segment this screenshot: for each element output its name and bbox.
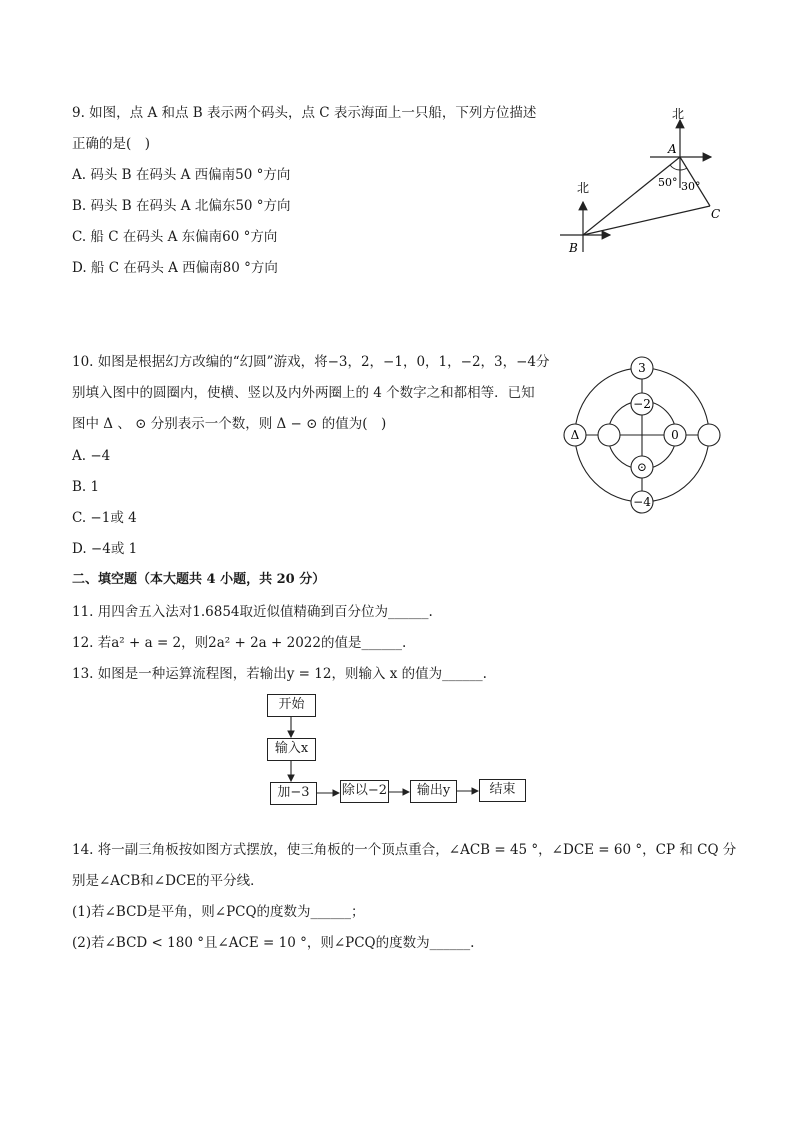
- angle-arc-50: [670, 165, 680, 170]
- angle-label-30: 30°: [681, 180, 701, 193]
- segment-ab: [583, 157, 680, 235]
- q9-option-d: D. 船 C 在码头 A 西偏南80 °方向: [72, 260, 278, 276]
- q10-stem-line1: 10. 如图是根据幻方改编的“幻圆”游戏，将−3，2，−1，0，1，−2，3，−4分: [72, 354, 550, 370]
- flow-output-box: 输出y: [410, 780, 457, 803]
- north-label-b: 北: [577, 181, 590, 195]
- circle-right-outer: [698, 424, 720, 446]
- flow-divide-box: 除以−2: [340, 780, 389, 803]
- flow-arrows: [260, 690, 540, 815]
- q10-magic-circle-figure: [560, 355, 725, 515]
- angle-label-50: 50°: [658, 176, 678, 189]
- point-c-label: C: [711, 207, 721, 221]
- point-a-label: A: [668, 142, 677, 156]
- q9-stem-line1: 9. 如图，点 A 和点 B 表示两个码头，点 C 表示海面上一只船，下列方位描述: [72, 105, 537, 121]
- angle-arc-30: [680, 168, 687, 170]
- q10-option-b: B. 1: [72, 479, 100, 495]
- q9-option-b: B. 码头 B 在码头 A 北偏东50 °方向: [72, 198, 291, 214]
- q9-stem-line2: 正确的是( ): [72, 136, 151, 152]
- value-right-inner: 0: [671, 428, 679, 442]
- flow-start-box: 开始: [267, 694, 316, 717]
- flow-end-box: 结束: [479, 779, 526, 802]
- q14-line2: 别是∠ACB和∠DCE的平分线．: [72, 873, 264, 889]
- q9-option-c: C. 船 C 在码头 A 东偏南60 °方向: [72, 229, 278, 245]
- q10-option-d: D. −4或 1: [72, 541, 138, 557]
- q14-line1: 14. 将一副三角板按如图方式摆放，使三角板的一个顶点重合，∠ACB = 45 °，∠DCE = 60 °，CP 和 CQ 分: [72, 842, 737, 858]
- q10-stem-line3: 图中 Δ 、 ⊙ 分别表示一个数，则 Δ − ⊙ 的值为( ): [72, 416, 387, 432]
- section-title-fill-in: 二、填空题（本大题共 4 小题，共 20 分）: [72, 572, 326, 587]
- value-bottom: −4: [633, 495, 651, 509]
- value-inner-top: −2: [633, 397, 651, 411]
- q9-direction-figure: [555, 100, 735, 265]
- value-left-outer: Δ: [570, 428, 580, 442]
- value-top: 3: [638, 361, 646, 375]
- q10-option-c: C. −1或 4: [72, 510, 137, 526]
- q12-text: 12. 若a² + a = 2，则2a² + 2a + 2022的值是______.: [72, 635, 407, 651]
- value-inner-bottom: ⊙: [636, 460, 648, 474]
- north-label-a: 北: [672, 107, 685, 121]
- q14-part1: (1)若∠BCD是平角，则∠PCQ的度数为______；: [72, 904, 365, 920]
- flow-input-box: 输入x: [267, 738, 316, 761]
- circle-left-inner: [598, 424, 620, 446]
- flow-add-box: 加−3: [270, 782, 317, 805]
- q10-stem-line2: 别填入图中的圆圈内，使横、竖以及内外两圈上的 4 个数字之和都相等．已知: [72, 385, 535, 401]
- q13-text: 13. 如图是一种运算流程图，若输出y = 12，则输入 x 的值为______.: [72, 666, 487, 682]
- q10-option-a: A. −4: [72, 448, 111, 464]
- point-b-label: B: [569, 241, 578, 255]
- q9-option-a: A. 码头 B 在码头 A 西偏南50 °方向: [72, 167, 291, 183]
- q11-text: 11. 用四舍五入法对1.6854取近似值精确到百分位为______.: [72, 604, 433, 620]
- q14-part2: (2)若∠BCD < 180 °且∠ACE = 10 °，则∠PCQ的度数为______.: [72, 935, 475, 951]
- segment-bc: [583, 206, 710, 235]
